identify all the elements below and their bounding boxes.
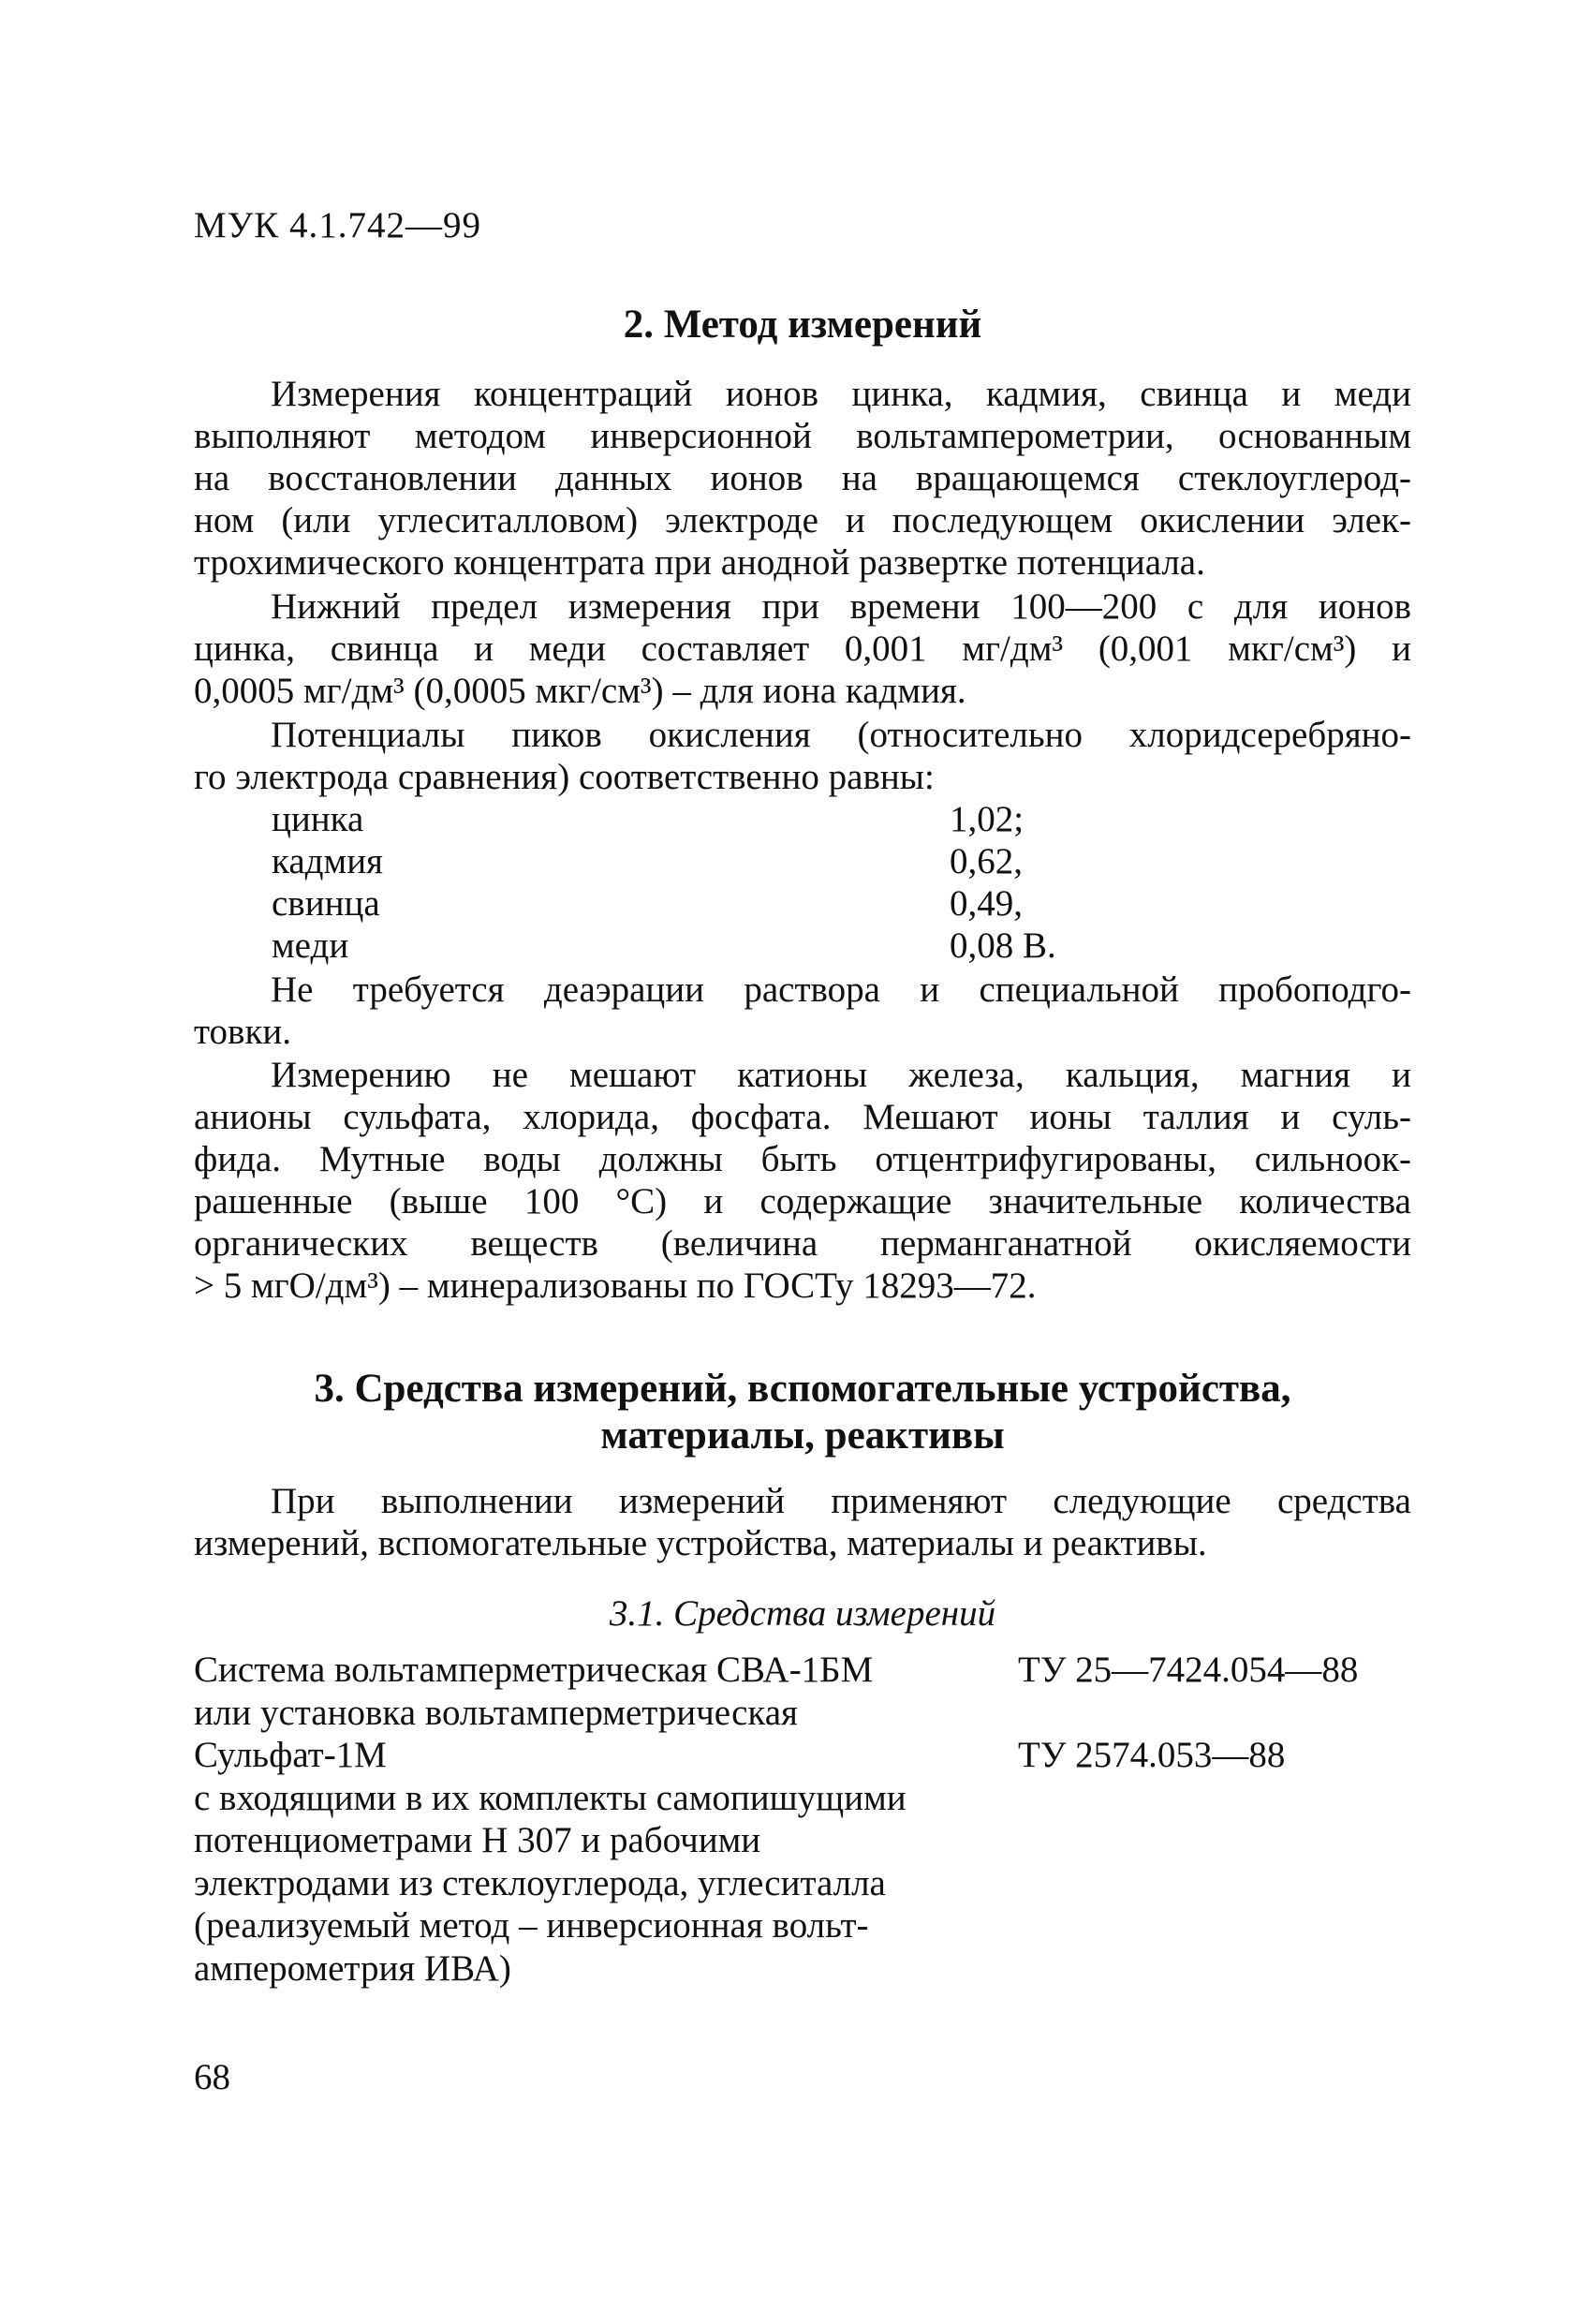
text-line: фида. Мутные воды должны быть отцентрифугированы, сильноок- bbox=[194, 1139, 1411, 1179]
ion-name: кадмия bbox=[272, 841, 383, 881]
instruments-list bbox=[194, 1649, 1458, 1990]
potentials-list bbox=[272, 798, 1114, 967]
instrument-row bbox=[194, 1862, 1458, 1905]
potential-value: 0,62, bbox=[950, 841, 1023, 881]
text-line: Измерению не мешают катионы железа, кальция, магния и bbox=[271, 1055, 1411, 1095]
text-line: 0,0005 мг/дм³ (0,0005 мкг/см³) – для иона кадмия. bbox=[194, 671, 966, 711]
ion-name: свинца bbox=[272, 883, 380, 924]
instrument-description: Сульфат-1М bbox=[194, 1735, 387, 1775]
text-line: Нижний предел измерения при времени 100—200 с для ионов bbox=[271, 586, 1411, 627]
text-line: > 5 мгО/дм³) – минерализованы по ГОСТу 18293—72. bbox=[194, 1266, 1037, 1306]
potential-row bbox=[272, 840, 1114, 882]
page-number: 68 bbox=[194, 2057, 230, 2097]
text-line: измерений, вспомогательные устройства, материалы и реактивы. bbox=[194, 1523, 1207, 1563]
text-line: анионы сульфата, хлорида, фосфата. Мешают ионы таллия и суль- bbox=[194, 1097, 1411, 1137]
instrument-spec bbox=[1018, 1862, 1411, 1905]
instrument-description: амперометрия ИВА) bbox=[194, 1947, 511, 1989]
instrument-description: или установка вольтамперметрическая bbox=[194, 1692, 798, 1733]
ion-name: цинка bbox=[272, 799, 364, 839]
ion-name: меди bbox=[272, 925, 349, 966]
document-header: МУК 4.1.742—99 bbox=[194, 205, 482, 245]
instrument-spec bbox=[1018, 1692, 1411, 1735]
text-line: рашенные (выше 100 °С) и содержащие значительные количества bbox=[194, 1181, 1411, 1221]
section-2-title: 2. Метод измерений bbox=[623, 303, 982, 347]
subsection-3-1-title: 3.1. Средства измерений bbox=[609, 1593, 996, 1634]
section-3-title-line-1: 3. Средства измерений, вспомогательные устройства, bbox=[314, 1367, 1291, 1411]
potential-row bbox=[272, 882, 1114, 925]
potential-value: 0,49, bbox=[950, 883, 1023, 924]
text-line: цинка, свинца и меди составляет 0,001 мг/дм³ (0,001 мкг/см³) и bbox=[194, 629, 1411, 669]
instrument-spec bbox=[1018, 1947, 1411, 1991]
instrument-row bbox=[194, 1777, 1458, 1820]
section-2-paragraph-5 bbox=[194, 1054, 1411, 1307]
instrument-description: с входящими в их комплекты самопишущими bbox=[194, 1777, 907, 1818]
instrument-row bbox=[194, 1819, 1458, 1862]
section-3-title bbox=[194, 1366, 1411, 1459]
section-3-title-line-2: материалы, реактивы bbox=[600, 1414, 1005, 1458]
text-line: При выполнении измерений применяют следующие средства bbox=[271, 1481, 1411, 1521]
text-line: трохимического концентрата при анодной развертке потенциала. bbox=[194, 542, 1205, 583]
instrument-row bbox=[194, 1947, 1458, 1991]
instrument-description: потенциометрами Н 307 и рабочими bbox=[194, 1820, 761, 1860]
text-line: товки. bbox=[194, 1012, 292, 1052]
text-line: Измерения концентраций ионов цинка, кадмия, свинца и меди bbox=[271, 374, 1411, 414]
instrument-spec: ТУ 2574.053—88 bbox=[1018, 1735, 1286, 1775]
section-2-paragraph-3 bbox=[194, 714, 1411, 798]
text-line: го электрода сравнения) соответственно равны: bbox=[194, 757, 935, 797]
section-2-paragraph-4 bbox=[194, 969, 1411, 1053]
instrument-description: (реализуемый метод – инверсионная вольт- bbox=[194, 1905, 869, 1946]
instrument-row bbox=[194, 1904, 1458, 1947]
instrument-row bbox=[194, 1692, 1458, 1735]
instrument-spec bbox=[1018, 1819, 1411, 1862]
potential-value: 1,02; bbox=[950, 799, 1024, 839]
potential-value: 0,08 В. bbox=[950, 925, 1056, 966]
section-2-paragraph-2 bbox=[194, 585, 1411, 712]
instrument-row bbox=[194, 1649, 1458, 1692]
text-line: Не требуется деаэрации раствора и специальной пробоподго- bbox=[271, 970, 1411, 1010]
text-line: Потенциалы пиков окисления (относительно хлоридсеребряно- bbox=[271, 715, 1411, 755]
instrument-spec bbox=[1018, 1904, 1411, 1947]
text-line: выполняют методом инверсионной вольтамперометрии, основанным bbox=[194, 416, 1411, 456]
instrument-description: Система вольтамперметрическая СВА-1БМ bbox=[194, 1650, 874, 1690]
text-line: на восстановлении данных ионов на вращающемся стеклоуглерод- bbox=[194, 458, 1411, 498]
text-line: ном (или углеситалловом) электроде и последующем окислении элек- bbox=[194, 500, 1411, 540]
potential-row bbox=[272, 798, 1114, 840]
potential-row bbox=[272, 925, 1114, 967]
section-2-paragraph-1 bbox=[194, 373, 1411, 584]
instrument-row bbox=[194, 1734, 1458, 1777]
instrument-spec: ТУ 25—7424.054—88 bbox=[1018, 1650, 1359, 1690]
text-line: органических веществ (величина перманганатной окисляемости bbox=[194, 1223, 1411, 1264]
instrument-description: электродами из стеклоуглерода, углеситалла bbox=[194, 1862, 886, 1903]
instrument-spec bbox=[1018, 1777, 1411, 1820]
section-3-paragraph-1 bbox=[194, 1480, 1411, 1564]
